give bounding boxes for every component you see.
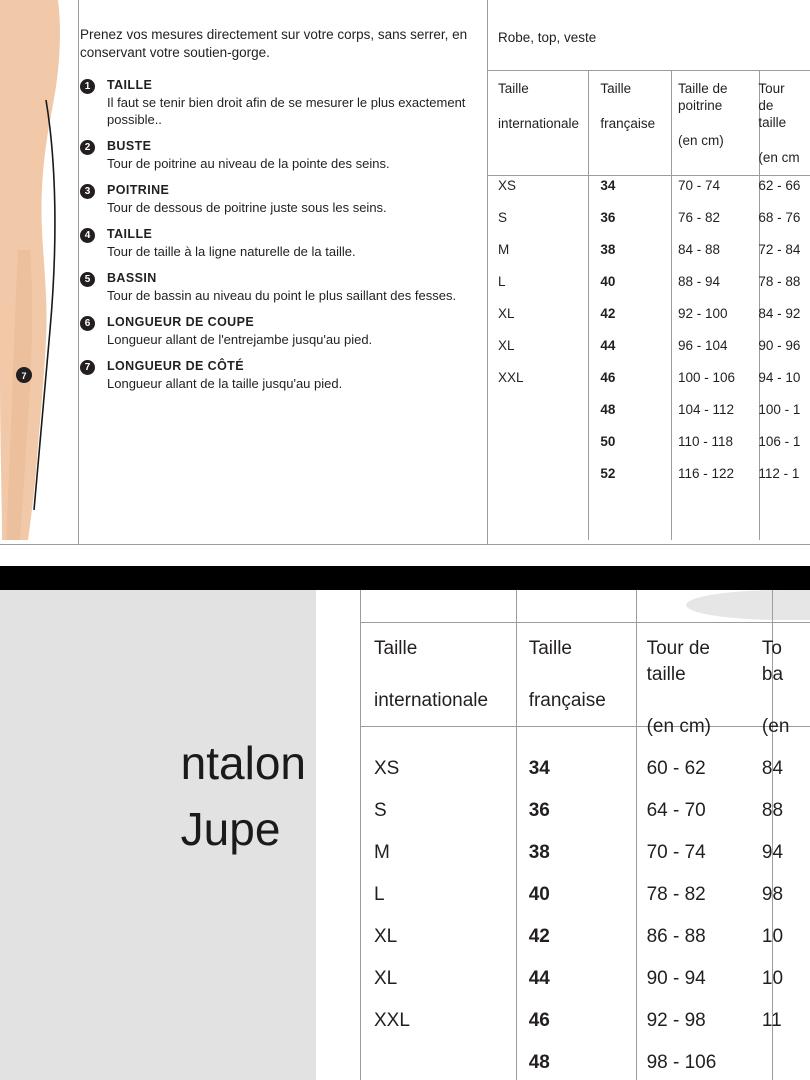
col-header-fr-line1: Taille	[600, 81, 632, 96]
cell-intl: S	[498, 210, 508, 225]
cell-waist: 60 - 62	[646, 758, 706, 779]
cell-fr: 48	[528, 1052, 550, 1073]
cell-fr: 52	[600, 466, 616, 481]
bullet-number: 7	[80, 360, 95, 375]
cell-intl: XL	[498, 338, 515, 353]
cell-bust: 96 - 104	[677, 338, 728, 353]
measure-item	[80, 359, 470, 392]
dress-size-table-region	[488, 0, 810, 545]
cell-fr: 42	[600, 306, 616, 321]
cell-bust: 84 - 88	[677, 242, 721, 257]
table-row	[488, 362, 810, 394]
cell-intl: XS	[374, 758, 400, 779]
measure-title: POITRINE	[107, 183, 170, 197]
cell-bust: 110 - 118	[677, 434, 734, 449]
measure-item	[80, 271, 470, 304]
pants-size-table	[360, 622, 810, 1080]
cell-bust: 100 - 106	[677, 370, 736, 385]
bullet-number: 3	[80, 184, 95, 199]
col-header-waist-line1: Tour de taille	[758, 81, 787, 130]
col-header-intl-line2: internationale	[374, 690, 489, 711]
cell-intl: XXL	[374, 1010, 410, 1031]
cell-hip: 10	[761, 968, 784, 989]
cell-fr: 38	[528, 842, 550, 863]
cell-waist: 62 - 66	[758, 178, 801, 193]
cell-hip: 94	[761, 842, 784, 863]
col-header-intl	[360, 622, 515, 748]
page-smudge	[686, 590, 810, 620]
bullet-number: 1	[80, 79, 95, 94]
pants-size-table-region	[316, 590, 810, 1080]
table-row	[360, 874, 810, 916]
col-header-fr	[590, 70, 668, 170]
cell-waist: 98 - 106	[646, 1052, 717, 1073]
cell-hip: 84	[761, 758, 784, 779]
cell-waist: 94 - 10	[758, 370, 801, 385]
cell-waist: 90 - 96	[758, 338, 801, 353]
cell-intl: M	[374, 842, 390, 863]
bullet-number: 4	[80, 228, 95, 243]
measure-description: Longueur allant de la taille jusqu'au pied.	[107, 376, 343, 391]
cell-hip: 10	[761, 926, 784, 947]
cell-waist: 64 - 70	[646, 800, 706, 821]
measure-title: BUSTE	[107, 139, 152, 153]
cell-intl: L	[498, 274, 506, 289]
col-header-intl-line1: Taille	[374, 638, 418, 659]
cell-hip: 11	[761, 1010, 782, 1031]
cell-hip: 88	[761, 800, 784, 821]
figure-marker-7-label: 7	[21, 371, 27, 381]
cell-bust: 76 - 82	[677, 210, 721, 225]
cell-bust: 70 - 74	[677, 178, 721, 193]
cell-fr: 34	[600, 178, 616, 193]
cell-intl	[488, 394, 590, 426]
table-row	[488, 298, 810, 330]
cell-bust: 92 - 100	[677, 306, 728, 321]
measure-item	[80, 78, 470, 128]
cell-fr: 50	[600, 434, 616, 449]
cell-fr: 46	[528, 1010, 550, 1031]
female-body-svg	[0, 0, 78, 545]
table-row	[360, 832, 810, 874]
black-separator-bar	[0, 566, 810, 590]
table-row	[360, 748, 810, 790]
cell-waist: 112 - 1	[758, 466, 800, 481]
measure-title: LONGUEUR DE COUPE	[107, 315, 255, 329]
cell-waist: 106 - 1	[758, 434, 801, 449]
dress-size-table	[488, 70, 810, 490]
col-header-hip-line2: (en	[761, 716, 790, 737]
col-header-intl-line2: internationale	[498, 116, 580, 131]
instructions-intro: Prenez vos mesures directement sur votre corps, sans serrer, en conservant votre soutien-gorge.	[80, 27, 468, 60]
col-header-waist-line1: Tour de taille	[646, 638, 710, 685]
bottom-left-gray-block	[0, 590, 316, 1080]
cell-waist: 90 - 94	[646, 968, 706, 989]
cell-waist: 68 - 76	[758, 210, 801, 225]
table-row	[360, 958, 810, 1000]
cell-waist: 100 - 1	[758, 402, 801, 417]
table-header-row	[360, 622, 810, 748]
cell-bust: 88 - 94	[677, 274, 721, 289]
measure-item	[80, 139, 470, 172]
cell-fr: 44	[600, 338, 616, 353]
cell-intl	[488, 426, 590, 458]
measurement-instructions	[80, 26, 470, 403]
cell-fr: 48	[600, 402, 616, 417]
cell-fr: 40	[600, 274, 616, 289]
col-header-waist-line2: (en cm)	[646, 716, 711, 737]
col-header-bust-line1: Taille de poitrine	[677, 81, 728, 113]
cell-waist: 84 - 92	[758, 306, 801, 321]
measure-item	[80, 183, 470, 216]
col-header-waist	[633, 622, 748, 748]
measure-description: Il faut se tenir bien droit afin de se mesurer le plus exactement possible..	[107, 95, 466, 127]
measure-title: TAILLE	[107, 78, 153, 92]
bottom-left-heading-line1: ntalon	[180, 737, 306, 789]
cell-intl: XXL	[498, 370, 524, 385]
col-header-intl-line1: Taille	[498, 81, 529, 96]
size-guide-bottom-panel	[0, 590, 810, 1080]
table-row	[488, 426, 810, 458]
col-header-waist-line2: (en cm	[758, 150, 800, 165]
table-row	[488, 234, 810, 266]
col-header-fr-line2: française	[600, 116, 656, 131]
table-row	[360, 1000, 810, 1042]
measure-item	[80, 315, 470, 348]
cell-fr: 36	[600, 210, 616, 225]
cell-intl	[360, 1042, 515, 1080]
bottom-left-heading-line2: Jupe	[180, 803, 281, 855]
cell-bust: 104 - 112	[677, 402, 735, 417]
cell-waist: 78 - 82	[646, 884, 706, 905]
table-row	[360, 790, 810, 832]
cell-intl: XS	[498, 178, 517, 193]
bullet-number: 2	[80, 140, 95, 155]
table-row	[488, 330, 810, 362]
measure-title: BASSIN	[107, 271, 157, 285]
col-header-fr	[515, 622, 633, 748]
col-header-intl	[488, 70, 590, 170]
cell-fr: 34	[528, 758, 550, 779]
bullet-number: 5	[80, 272, 95, 287]
measure-description: Tour de bassin au niveau du point le plus saillant des fesses.	[107, 288, 457, 303]
cell-fr: 44	[528, 968, 550, 989]
table-row	[360, 1042, 810, 1080]
table-header-row	[488, 70, 810, 170]
cell-intl: XL	[498, 306, 515, 321]
col-header-fr-line2: française	[528, 690, 606, 711]
col-header-hip	[748, 622, 810, 748]
table-caption-dress: Robe, top, veste	[498, 30, 597, 45]
measure-title: LONGUEUR DE CÔTÉ	[107, 359, 244, 373]
cell-waist: 78 - 88	[758, 274, 801, 289]
cell-fr: 42	[528, 926, 550, 947]
cell-hip	[748, 1042, 810, 1080]
col-header-fr-line1: Taille	[528, 638, 572, 659]
cell-fr: 36	[528, 800, 550, 821]
cell-fr: 46	[600, 370, 616, 385]
cell-bust: 116 - 122	[677, 466, 735, 481]
cell-intl: S	[374, 800, 387, 821]
col-header-bust	[668, 70, 748, 170]
measure-title: TAILLE	[107, 227, 153, 241]
cell-hip: 98	[761, 884, 784, 905]
cell-waist: 70 - 74	[646, 842, 706, 863]
cell-intl: XL	[374, 968, 398, 989]
body-figure-illustration	[0, 0, 78, 545]
col-header-waist	[748, 70, 810, 170]
table-row	[488, 202, 810, 234]
cell-fr: 40	[528, 884, 550, 905]
cell-waist: 72 - 84	[758, 242, 801, 257]
bullet-number: 6	[80, 316, 95, 331]
table-row	[488, 458, 810, 490]
cell-intl: M	[498, 242, 510, 257]
bottom-left-heading	[181, 730, 306, 862]
cell-intl: L	[374, 884, 385, 905]
measure-description: Tour de dessous de poitrine juste sous les seins.	[107, 200, 387, 215]
divider-figure-right	[78, 0, 79, 545]
table-row	[360, 916, 810, 958]
measure-item	[80, 227, 470, 260]
table-row	[488, 170, 810, 202]
cell-intl: XL	[374, 926, 398, 947]
col-header-hip-line1: To bа	[761, 638, 784, 685]
table-row	[488, 266, 810, 298]
cell-waist: 86 - 88	[646, 926, 706, 947]
measure-description: Tour de poitrine au niveau de la pointe des seins.	[107, 156, 390, 171]
measure-description: Tour de taille à la ligne naturelle de la taille.	[107, 244, 356, 259]
col-header-bust-line2: (en cm)	[677, 133, 724, 148]
cell-fr: 38	[600, 242, 616, 257]
table-row	[488, 394, 810, 426]
cell-intl	[488, 458, 590, 490]
cell-waist: 92 - 98	[646, 1010, 706, 1031]
measure-description: Longueur allant de l'entrejambe jusqu'au pied.	[107, 332, 373, 347]
